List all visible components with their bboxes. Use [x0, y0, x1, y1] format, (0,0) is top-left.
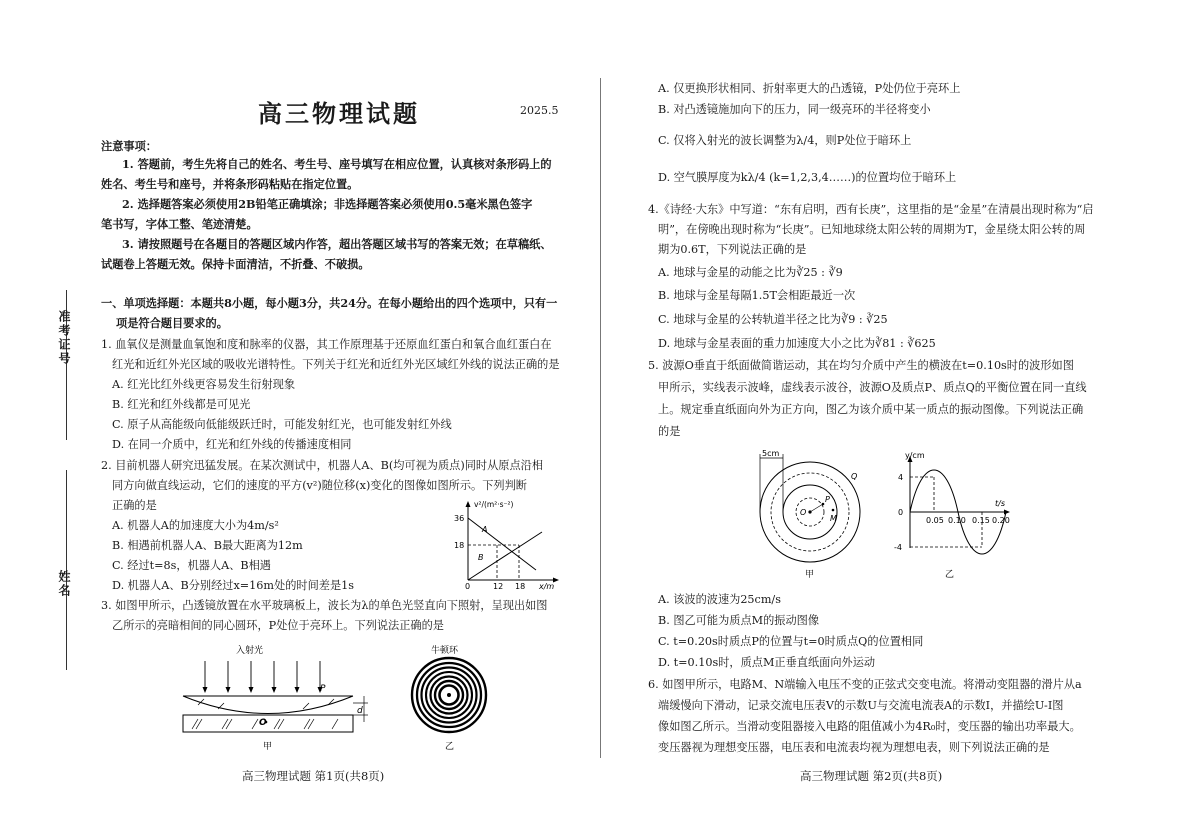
curve-label-a: A	[482, 525, 488, 534]
q4-stem: 4.《诗经·大东》中写道：“东有启明，西有长庚”，这里指的是“金星”在清晨出现时称为“启	[648, 203, 1094, 216]
q6-stem: 端缓慢向下滑动，记录交流电压表V的示数U与交流电流表A的示数I，并描绘U-I图	[658, 699, 1064, 712]
lens-center-label: O	[259, 718, 267, 728]
point-m-label: M	[830, 514, 837, 523]
graph-xlabel: x/m	[539, 582, 555, 590]
q6-stem: 像如图乙所示。当滑动变阻器接入电路的阻值减小为4R₀时，变压器的输出功率最大。	[658, 720, 1081, 733]
q1-option-d: D. 在同一介质中，红光和红外线的传播速度相同	[112, 438, 352, 451]
q3-option-d: D. 空气膜厚度为kλ/4 (k=1,2,3,4……)的位置均位于暗环上	[658, 171, 957, 184]
q2-option-d: D. 机器人A、B分别经过x=16m处的时间差是1s	[112, 579, 354, 592]
q3-option-c: C. 仅将入射光的波长调整为λ/4，则P处位于暗环上	[658, 134, 912, 147]
figure-caption-jia: 甲	[263, 742, 273, 752]
graph-ylabel: v²/(m²·s⁻²)	[474, 500, 514, 509]
notice-line: 姓名、考生号和座号，并将条形码粘贴在指定位置。	[101, 177, 359, 191]
notice-line: 1. 答题前，考生先将自己的姓名、考生号、座号填写在相应位置，认真核对条形码上的	[122, 157, 552, 171]
q5-wavefront-figure	[755, 448, 875, 583]
page-2-footer: 高三物理试题 第2页(共8页)	[800, 769, 943, 783]
tick-005: 0.05	[926, 516, 944, 525]
q4-stem: 明”，在傍晚出现时称为“长庚”。已知地球绕太阳公转的周期为T，金星绕太阳公转的周	[658, 223, 1086, 236]
q2-velocity-squared-graph	[438, 498, 563, 590]
tick-010: 0.10	[948, 516, 966, 525]
point-q-label: Q	[851, 472, 858, 481]
q1-option-a: A. 红光比红外线更容易发生衍射现象	[112, 378, 296, 391]
tick-015: 0.15	[972, 516, 990, 525]
q2-stem: 同方向做直线运动，它们的速度的平方(v²)随位移(x)变化的图像如图所示。下列判断	[112, 479, 527, 492]
tick-4: 4	[898, 473, 904, 482]
q6-stem: 6. 如图甲所示，电路M、N端输入电压不变的正弦式交变电流。将滑动变阻器的滑片从a	[648, 678, 1082, 691]
graph-tick-36: 36	[454, 514, 465, 523]
graph-tick-0: 0	[465, 582, 471, 590]
q1-option-c: C. 原子从高能级向低能级跃迁时，可能发射红光，也可能发射红外线	[112, 418, 452, 431]
notice-line: 笔书写，字体工整、笔迹清楚。	[101, 217, 258, 231]
notice-line: 3. 请按照题号在各题目的答题区域内作答，超出答题区域书写的答案无效；在草稿纸、	[122, 237, 552, 251]
gap-d-label: d	[357, 706, 363, 716]
graph-tick-18: 18	[454, 541, 465, 550]
section-heading: 项是符合题目要求的。	[116, 316, 228, 330]
q5-option-d: D. t=0.10s时，质点M正垂直纸面向外运动	[658, 656, 876, 669]
q5-vibration-graph	[880, 448, 1020, 583]
tick-020: 0.20	[992, 516, 1010, 525]
q3-newton-rings-figure	[405, 643, 495, 755]
scale-label: 5cm	[762, 449, 780, 458]
graph-tick-18x: 18	[515, 582, 526, 590]
name-label: 姓名	[57, 570, 71, 598]
exam-number-label: 准考证号	[57, 310, 71, 366]
source-o-label: O	[800, 508, 807, 517]
q4-option-d: D. 地球与金星表面的重力加速度大小之比为∛81 : ∛625	[658, 337, 936, 350]
q2-option-c: C. 经过t=8s，机器人A、B相遇	[112, 559, 271, 572]
q1-stem: 红光和近红外光区域的吸收光谱特性。下列关于红光和近红外光区域红外线的说法正确的是	[112, 358, 560, 371]
notice-heading: 注意事项：	[101, 139, 157, 153]
q2-stem: 2. 目前机器人研究迅猛发展。在某次测试中，机器人A、B(均可视为质点)同时从原点沿相	[101, 459, 544, 472]
exam-date: 2025.5	[520, 104, 559, 117]
section-heading: 一、单项选择题：本题共8小题，每小题3分，共24分。在每小题给出的四个选项中，只有一	[101, 296, 558, 310]
q2-stem: 正确的是	[112, 499, 157, 512]
newton-rings-label: 牛顿环	[431, 646, 459, 656]
point-p-label: P	[320, 684, 326, 694]
vibration-xlabel: t/s	[995, 499, 1005, 508]
q5-stem: 5. 波源O垂直于纸面做简谐运动，其在均匀介质中产生的横波在t=0.10s时的波形如图	[648, 359, 1074, 372]
q3-lens-figure	[178, 643, 383, 755]
q5-stem: 甲所示，实线表示波峰，虚线表示波谷，波源O及质点P、质点Q的平衡位置在同一直线	[658, 381, 1087, 394]
notice-line: 2. 选择题答案必须使用2B铅笔正确填涂；非选择题答案必须使用0.5毫米黑色签字	[122, 197, 533, 211]
figure-caption-yi: 乙	[445, 742, 455, 752]
notice-line: 试题卷上答题无效。保持卡面清洁，不折叠、不破损。	[101, 257, 370, 271]
q5-stem: 上。规定垂直纸面向外为正方向，图乙为该介质中某一质点的振动图像。下列说法正确	[658, 403, 1084, 416]
q5-stem: 的是	[658, 425, 681, 438]
tick-neg4: -4	[894, 543, 902, 552]
q4-option-a: A. 地球与金星的动能之比为∛25 : ∛9	[658, 266, 843, 279]
vibration-ylabel: y/cm	[905, 451, 925, 460]
q1-stem: 1. 血氧仪是测量血氧饱和度和脉率的仪器，其工作原理基于还原血红蛋白和氧合血红蛋白在	[101, 338, 552, 351]
q2-option-b: B. 相遇前机器人A、B最大距离为12m	[112, 539, 303, 552]
q4-option-c: C. 地球与金星的公转轨道半径之比为∛9 : ∛25	[658, 313, 888, 326]
q5-option-a: A. 该波的波速为25cm/s	[658, 593, 781, 606]
tick-0: 0	[898, 508, 904, 517]
q3-option-b: B. 对凸透镜施加向下的压力，同一级亮环的半径将变小	[658, 103, 931, 116]
q1-option-b: B. 红光和红外线都是可见光	[112, 398, 251, 411]
q5-option-c: C. t=0.20s时质点P的位置与t=0时质点Q的位置相同	[658, 635, 924, 648]
figure-caption-jia: 甲	[805, 570, 815, 580]
q4-stem: 期为0.6T，下列说法正确的是	[658, 243, 807, 256]
point-p-label: P	[825, 495, 830, 504]
q6-stem: 变压器视为理想变压器，电压表和电流表均视为理想电表，则下列说法正确的是	[658, 741, 1050, 754]
q3-stem: 3. 如图甲所示，凸透镜放置在水平玻璃板上，波长为λ的单色光竖直向下照射，呈现出如图	[101, 599, 548, 612]
q2-option-a: A. 机器人A的加速度大小为4m/s²	[112, 519, 279, 532]
exam-page-2	[600, 0, 1200, 837]
q3-option-a: A. 仅更换形状相同、折射率更大的凸透镜，P处仍位于亮环上	[658, 82, 961, 95]
page-1-footer: 高三物理试题 第1页(共8页)	[242, 769, 385, 783]
q3-stem: 乙所示的亮暗相间的同心圆环，P处位于亮环上。下列说法正确的是	[112, 619, 444, 632]
incident-light-label: 入射光	[236, 646, 264, 656]
q4-option-b: B. 地球与金星每隔1.5T会相距最近一次	[658, 289, 856, 302]
graph-tick-12: 12	[493, 582, 504, 590]
figure-caption-yi: 乙	[945, 570, 955, 580]
curve-label-b: B	[478, 553, 484, 562]
exam-title: 高三物理试题	[258, 99, 420, 128]
q5-option-b: B. 图乙可能为质点M的振动图像	[658, 614, 820, 627]
